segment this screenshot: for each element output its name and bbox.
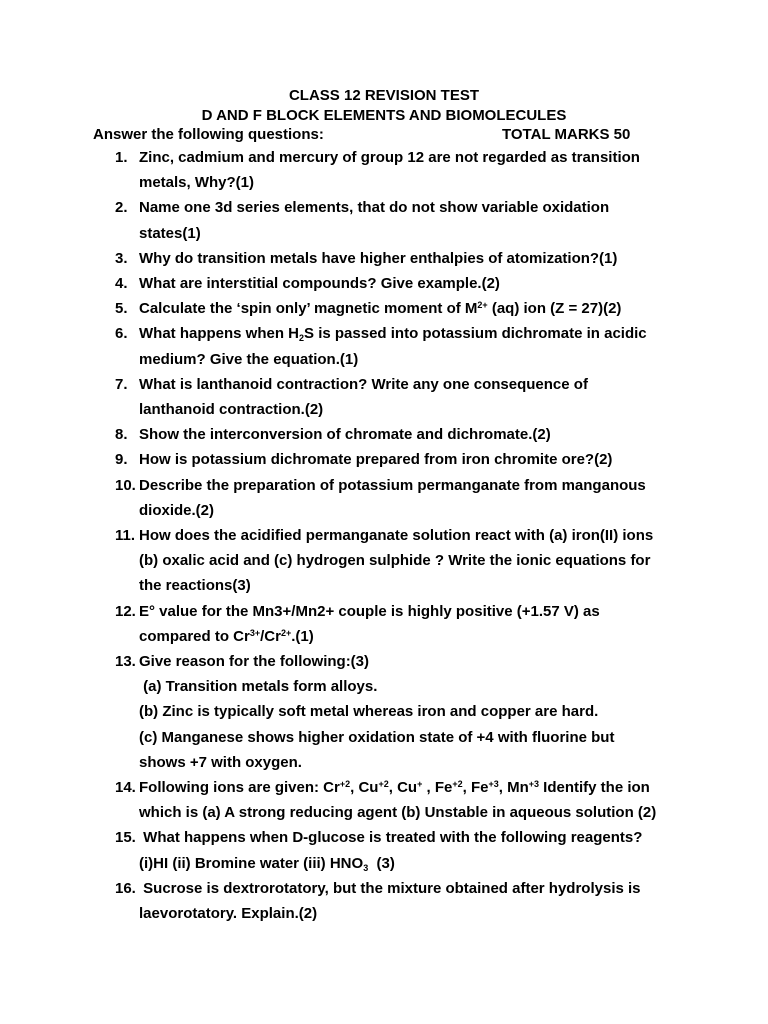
question-number: 15.: [115, 829, 136, 847]
question-number: 8.: [115, 426, 128, 444]
question-text: What is lanthanoid contraction? Write any one consequence of lanthanoid contraction.(2): [139, 375, 588, 419]
question-7: [115, 372, 690, 422]
question-text: Zinc, cadmium and mercury of group 12 are not regarded as transition metals, Why?(1): [139, 149, 640, 192]
question-list: [115, 145, 690, 926]
question-11: [115, 523, 690, 599]
question-text: Sucrose is dextrorotatory, but the mixture obtained after hydrolysis is laevorotatory. Explain.(2): [139, 879, 641, 923]
question-16: [115, 876, 690, 926]
question-number: 16.: [115, 879, 136, 897]
question-number: 12.: [115, 602, 136, 620]
question-text: Describe the preparation of potassium permanganate from manganous dioxide.(2): [139, 476, 646, 519]
question-text: What happens when D-glucose is treated with the following reagents? (i)HI (ii) Bromine water (iii) $HNO_3$ (3): [139, 829, 643, 873]
question-13: [115, 649, 690, 775]
question-9: [115, 447, 690, 472]
question-number: 6.: [115, 325, 128, 343]
question-4: [115, 271, 690, 296]
question-2: [115, 195, 690, 245]
test-subtitle: D AND F BLOCK ELEMENTS AND BIOMOLECULES: [201, 107, 567, 124]
question-text: Name one 3d series elements, that do not show variable oxidation states(1): [139, 199, 610, 242]
instruction-text: Answer the following questions:: [93, 126, 324, 143]
question-number: 7.: [115, 375, 128, 393]
question-6: [115, 321, 690, 371]
question-text: How is potassium dichromate prepared from iron chromite ore?(2): [139, 451, 613, 469]
question-text: Following ions are given: $Cr^{+2}$, $Cu^{+2}$, Cu+ , $Fe^{+2}$, $Fe^{+3}$, $Mn^{+3}$ Identify the ion which is (a) A strong reducing agent (b) Unstable in aqueous solution (2): [139, 779, 657, 822]
question-number: 1.: [115, 149, 128, 166]
question-number: 14.: [115, 779, 136, 797]
question-text: Show the interconversion of chromate and dichromate.(2): [139, 426, 551, 444]
question-number: 10.: [115, 476, 136, 494]
question-number: 13.: [115, 653, 136, 671]
question-number: 4.: [115, 275, 128, 293]
question-10: [115, 473, 690, 523]
question-12: [115, 599, 690, 649]
question-number: 11.: [115, 527, 136, 545]
question-1: [115, 145, 690, 195]
question-8: [115, 422, 690, 447]
question-number: 5.: [115, 300, 128, 318]
question-14: [115, 775, 690, 825]
question-text: Give reason for the following:(3) (a) Transition metals form alloys. (b) Zinc is typically soft metal whereas iron and copper are hard. (c) Manganese shows higher oxidation state of +4 with fluorine but shows +7 with oxygen.: [139, 653, 615, 771]
question-number: 9.: [115, 451, 128, 469]
question-text: Why do transition metals have higher enthalpies of atomization?(1): [139, 249, 618, 267]
question-number: 2.: [115, 199, 128, 217]
question-text: E° value for the Mn3+/Mn2+ couple is highly positive (+1.57 V) as compared to $Cr^{3+}/Cr^{2+}.(1)$: [139, 602, 600, 645]
question-3: [115, 246, 690, 271]
question-number: 3.: [115, 249, 128, 267]
question-text: What happens when $H_2S$ is passed into potassium dichromate in acidic medium? Give the equation.(1): [139, 325, 647, 368]
question-text: What are interstitial compounds? Give example.(2): [139, 275, 500, 293]
test-title: CLASS 12 REVISION TEST: [288, 87, 480, 104]
question-15: [115, 825, 690, 875]
question-text: Calculate the ‘spin only’ magnetic moment of $M^{2+}$ (aq) ion (Z = 27)(2): [139, 300, 622, 318]
total-marks: TOTAL MARKS 50: [502, 126, 631, 143]
question-text: How does the acidified permanganate solution react with (a) iron(II) ions (b) oxalic acid and (c) hydrogen sulphide ? Write the ionic equations for the reactions(3): [139, 527, 654, 595]
question-5: [115, 296, 690, 321]
